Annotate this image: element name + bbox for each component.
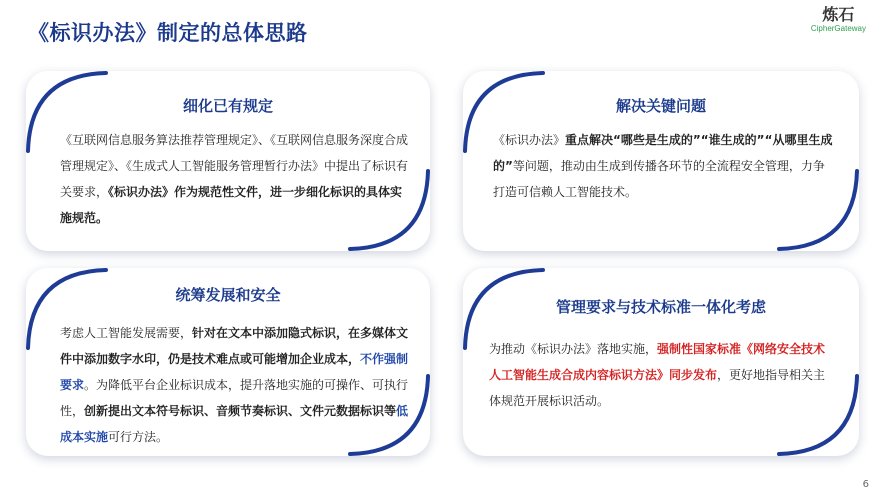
card-body xyxy=(60,320,410,450)
body-text: 。为降低平台企业标识成本，提升落地实施的可操作、可执行性， xyxy=(60,378,409,418)
logo-text: 炼石 xyxy=(822,5,855,24)
card-title: 统筹发展和安全 xyxy=(175,286,281,304)
card-integrate-management-standards xyxy=(463,268,859,456)
body-text: 《互联网信息服务算法推荐管理规定》、《互联网信息服务深度合成管理规定》、《生成式人工智能服务管理暂行办法》中提出了标识有关要求， xyxy=(60,133,409,199)
body-highlight-text: 低成本实施 xyxy=(60,404,409,444)
page-title: 《标识办法》制定的总体思路 xyxy=(28,21,308,45)
body-text: ，更好地指导相关主体规范开展标识活动。 xyxy=(489,368,826,408)
body-highlight-text: 不作强制要求 xyxy=(60,352,409,392)
card-solve-key-issues xyxy=(463,71,859,251)
card-body xyxy=(60,127,410,231)
company-logo xyxy=(811,6,866,34)
body-text: 《标识办法》 xyxy=(493,133,566,147)
body-bold-text: 重点解决“哪些是生成的”“谁生成的”“从哪里生成的” xyxy=(493,133,833,173)
card-body xyxy=(489,336,837,414)
body-text: 等问题，推动由生成到传播各环节的全流程安全管理，力争打造可信赖人工智能技术。 xyxy=(493,159,825,199)
card-title: 管理要求与技术标准一体化考虑 xyxy=(555,298,766,316)
body-text: 考虑人工智能发展需要， xyxy=(60,326,193,340)
body-bold-text: 《标识办法》作为规范性文件，进一步细化标识的具体实施规范。 xyxy=(60,185,403,225)
body-bold-text: 创新提出文本符号标识、音频节奏标识、文件元数据标识等 xyxy=(84,404,397,418)
body-red-text: 强制性国家标准《网络安全技术 人工智能生成合成内容标识方法》同步发布 xyxy=(489,342,826,382)
body-text: 可行方法。 xyxy=(108,430,169,444)
body-text: 为推动《标识办法》落地实施， xyxy=(489,342,658,356)
card-refine-rules xyxy=(26,71,430,251)
card-title: 细化已有规定 xyxy=(182,97,273,115)
logo-subtext: CipherGateway xyxy=(810,24,866,33)
body-bold-text: 针对在文本中添加隐式标识，在多媒体文件中添加数字水印，仍是技术难点或可能增加企业成本， xyxy=(60,326,409,366)
card-title: 解决关键问题 xyxy=(615,97,706,115)
page-number: 6 xyxy=(862,479,869,490)
card-body xyxy=(493,127,833,205)
card-balance-development-security xyxy=(26,268,430,456)
